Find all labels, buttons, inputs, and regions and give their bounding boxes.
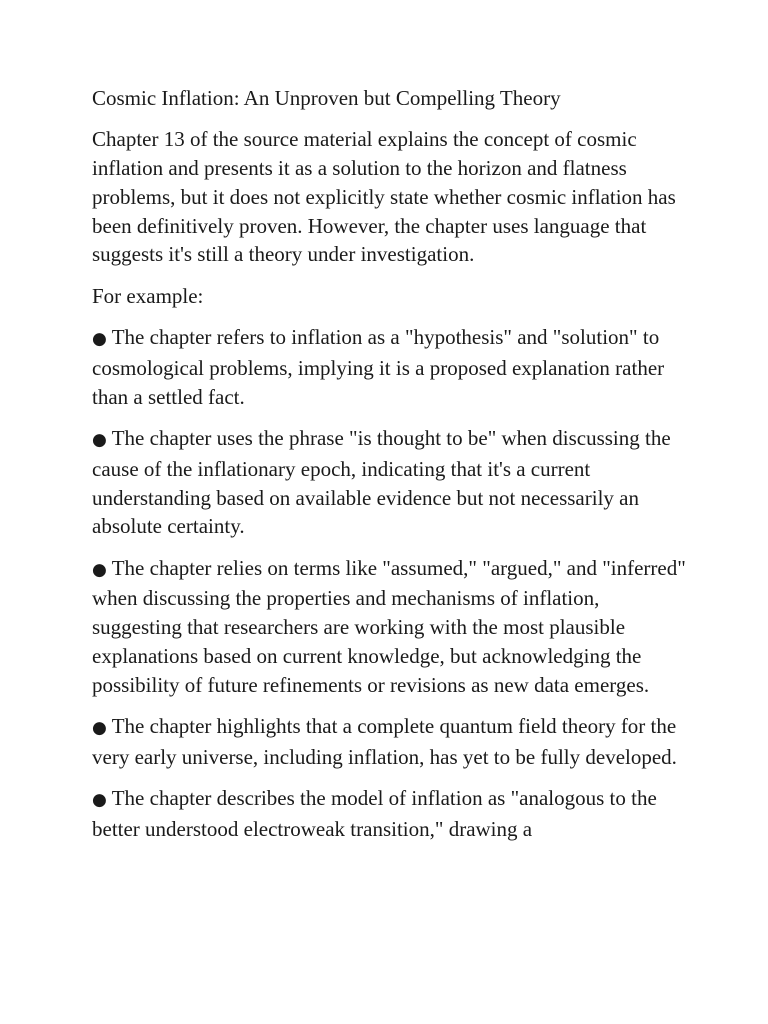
bullet-item-4: [92, 712, 692, 772]
for-example-label: For example:: [92, 283, 204, 308]
document-title: Cosmic Inflation: An Unproven but Compelling Theory: [92, 86, 561, 110]
bullet-text: The chapter refers to inflation as a "hypothesis" and "solution" to cosmological problems, implying it is a proposed explanation rather than a settled fact.: [92, 325, 665, 409]
bullet-icon: ●: [92, 559, 107, 580]
bullet-icon: ●: [92, 329, 107, 350]
bullet-text: The chapter uses the phrase "is thought to be" when discussing the cause of the inflationary epoch, indicating that it's a current understanding based on available evidence but not necessarily an absolute certainty.: [92, 425, 671, 539]
bullet-item-1: [92, 323, 692, 411]
bullet-item-3: [92, 554, 692, 700]
bullet-text: The chapter relies on terms like "assumed," "argued," and "inferred" when discussing the properties and mechanisms of inflation, suggesting that researchers are working with the most plausible explanations based on current knowledge, but acknowledging the possibility of future refinements or revisions as new data emerges.: [92, 555, 686, 697]
intro-paragraph: Chapter 13 of the source material explains the concept of cosmic inflation and presents it as a solution to the horizon and flatness problems, but it does not explicitly state whether cosmic inflation has been definitively proven. However, the chapter uses language that suggests it's still a theory under investigation.: [92, 127, 676, 267]
document-page: [92, 84, 692, 856]
bullet-item-5: [92, 784, 692, 844]
bullet-text: The chapter describes the model of inflation as "analogous to the better understood electroweak transition," drawing a: [92, 786, 657, 842]
bullet-text: The chapter highlights that a complete quantum field theory for the very early universe, including inflation, has yet to be fully developed.: [92, 714, 677, 769]
bullet-icon: ●: [92, 790, 107, 811]
bullet-item-2: [92, 424, 692, 541]
bullet-icon: ●: [92, 429, 107, 450]
bullet-icon: ●: [92, 718, 107, 739]
